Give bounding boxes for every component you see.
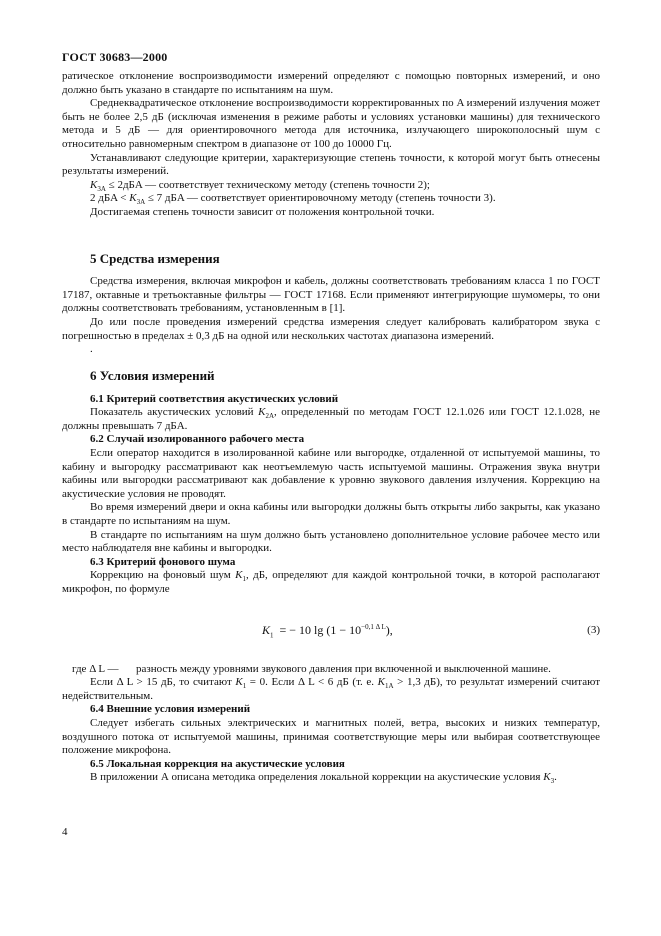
formula-3 [62, 603, 600, 659]
criterion-1: $K_{3A} \le 2дБA$ — соответствует техническому методу (степень точности 2); [90, 178, 430, 193]
where-label: где Δ L — [72, 662, 119, 675]
section-6-title: 6 Условия измерений [90, 368, 215, 384]
formula-where-clause [62, 663, 600, 677]
intro-paragraph-3: Устанавливают следующие критерии, характеризующие степень точности, к которой могут быть отнесены результаты измерений. [62, 151, 600, 178]
subsection-6-2-paragraph-3: В стандарте по испытаниям на шум должно быть установлено дополнительное условие рабочее место или место наблюдателя вне кабины и выгородки. [62, 528, 600, 555]
intro-paragraph-2: Среднеквадратическое отклонение воспроизводимости корректированных по A измерений излучения может быть не более 2,5 дБ (исключая изменения в режиме работы и условиях установки машины) для технического метода и 5 дБ — для ориентировочного метода для источника, излучающего широкополосный шум с относительно равномерным спектром в диапазоне от 100 до 10000 Гц. [62, 97, 600, 150]
subsection-6-4-title: 6.4 Внешние условия измерений [90, 703, 251, 716]
section-5-paragraph-2: До или после проведения измерений средства измерения следует калибровать калибратором звука с погрешностью в пределах ± 0,3 дБ на одной или нескольких частотах диапазона измерений. [62, 315, 600, 342]
subsection-6-1-title: 6.1 Критерий соответствия акустических условий [90, 392, 339, 405]
where-text: разность между уровнями звукового давления при включенной и выключенной машине. [136, 662, 551, 675]
document-body [62, 70, 600, 785]
formula-number: (3) [587, 623, 600, 636]
section-5-title: 5 Средства измерения [90, 250, 220, 266]
subsection-6-2-title: 6.2 Случай изолированного рабочего места [90, 433, 305, 446]
subsection-6-2-paragraph-1: Если оператор находится в изолированной кабине или выгородке, отдаленной от испытуемой машины, то кабину и выгородку рассматривают как неотъемлемую часть испытуемой машины. Отражения звука внутри кабины или выгородки рассматривают как добавление к уровню звукового давления излучения. Коррекцию на акустические условия не проводят. [62, 447, 600, 500]
subsection-6-1-paragraph: Показатель акустических условий $K_{2A}$, определенный по методам ГОСТ 12.1.026 или ГОСТ 12.1.028, не должны превышать 7 дБA. [62, 406, 600, 432]
intro-paragraph-4: Достигаемая степень точности зависит от положения контрольной точки. [90, 205, 435, 218]
subsection-6-5-title: 6.5 Локальная коррекция на акустические условия [90, 757, 345, 770]
subsection-6-3-paragraph-2: Если Δ L > 15 дБ, то считают $K_1 = 0$. Если Δ L < 6 дБ (т. е. $K_{1A} > 1,3$ дБ), то результат измерений считают недействительным. [62, 676, 600, 702]
intro-paragraph-1: ратическое отклонение воспроизводимости измерений определяют с помощью повторных измерений, и оно должно быть указано в стандарте по испытаниям на шум. [62, 70, 600, 96]
subsection-6-4-paragraph: Следует избегать сильных электрических и магнитных полей, ветра, высоких и низких температур, воздушного потока от испытуемой машины, принимая соответствующие меры или выбирая соответствующее положение микрофона. [62, 716, 600, 757]
subsection-6-3-paragraph-1: Коррекцию на фоновый шум $K_1$, дБ, определяют для каждой контрольной точки, в которой располагают микрофон, по формуле [62, 569, 600, 595]
formula-expression: $K_1$ = − 10 $\lg (1 - 10^{-0,1 \Delta L})$, [262, 622, 393, 639]
criterion-2: 2 дБA < $K_{3A} \le 7$ дБA — соответствует ориентировочному методу (степень точности 3). [90, 192, 496, 207]
subsection-6-2-paragraph-2: Во время измерений двери и окна кабины или выгородки должны быть открыты либо закрыты, как указано в стандарте по испытаниям на шум. [62, 501, 600, 528]
subsection-6-5-paragraph: В приложении А описана методика определения локальной коррекции на акустические условия $K_3$. [90, 771, 557, 786]
document-code-header: ГОСТ 30683—2000 [62, 50, 168, 64]
section-5-paragraph-1: Средства измерения, включая микрофон и кабель, должны соответствовать требованиям класса 1 по ГОСТ 17187, октавные и третьоктавные фильтры — ГОСТ 17168. Если применяют интегрирующие шумомеры, то они должны соответствовать требованиям, установленным в [1]. [62, 275, 600, 315]
stray-dot: . [90, 343, 93, 356]
subsection-6-3-title: 6.3 Критерий фонового шума [90, 555, 236, 568]
page-number: 4 [62, 826, 68, 838]
